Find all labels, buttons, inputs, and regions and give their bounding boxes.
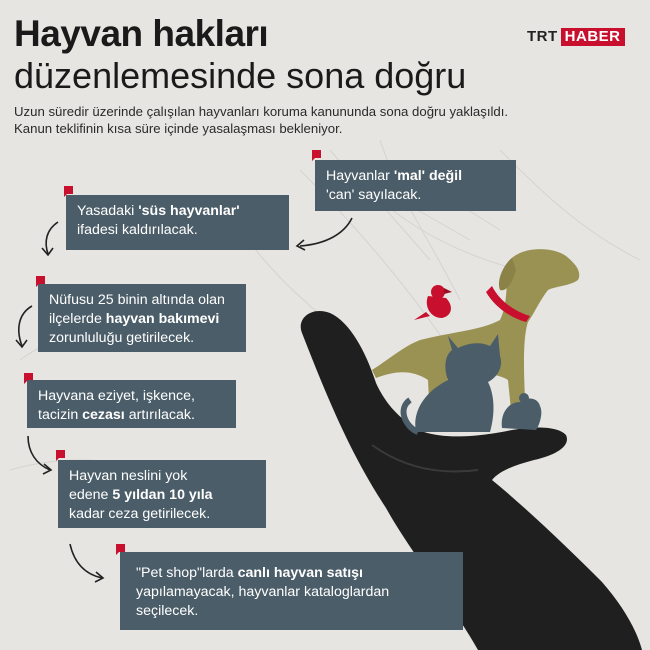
- card5-text-line3: kadar ceza getirilecek.: [69, 506, 211, 522]
- card6-text: "Pet shop"larda: [136, 565, 238, 581]
- card6-text-line3: seçilecek.: [136, 603, 199, 619]
- card3-text-2a: ilçelerde: [49, 311, 106, 327]
- curved-arrow-icon: [22, 432, 56, 476]
- card1-text: Hayvanlar: [326, 168, 394, 184]
- card2-text: Yasadaki: [77, 203, 139, 219]
- info-card-4: [27, 380, 236, 428]
- curved-arrow-icon: [64, 540, 108, 584]
- card4-text: Hayvana eziyet, işkence,: [38, 388, 195, 404]
- card1-bold: 'mal' değil: [393, 168, 463, 184]
- bird-icon: [414, 285, 452, 320]
- card5-text: Hayvan neslini yok: [69, 468, 188, 484]
- card1-text-line2: 'can' sayılacak.: [326, 187, 422, 203]
- card5-text-2a: edene: [69, 487, 113, 503]
- page-title: Hayvan hakları: [14, 13, 269, 54]
- info-card-6: [120, 552, 463, 630]
- card2-text-line2: ifadesi kaldırılacak.: [77, 222, 198, 238]
- card3-bold: hayvan bakımevi: [105, 311, 220, 327]
- card4-text-2a: tacizin: [38, 407, 83, 423]
- curved-arrow-icon: [286, 214, 358, 254]
- info-card-5: [58, 460, 266, 528]
- info-card-3: [38, 284, 246, 352]
- curved-arrow-icon: [8, 302, 38, 352]
- mouse-icon: [502, 393, 542, 430]
- curved-arrow-icon: [36, 218, 66, 260]
- card4-text-2c: artırılacak.: [124, 407, 195, 423]
- subtitle-line2: Kanun teklifinin kısa süre içinde yasalaşması bekleniyor.: [14, 121, 343, 136]
- subtitle-line1: Uzun süredir üzerinde çalışılan hayvanları koruma kanununda sona doğru yaklaşıldı.: [14, 104, 509, 119]
- card2-bold: 'süs hayvanlar': [138, 203, 240, 219]
- page-title-line2: düzenlemesinde sona doğru: [14, 55, 467, 96]
- info-card-2: [66, 195, 289, 250]
- logo-haber: HABER: [561, 28, 625, 46]
- card3-text-line3: zorunluluğu getirilecek.: [49, 330, 195, 346]
- logo-trt: TRT: [527, 28, 558, 45]
- card6-text-line2: yapılamayacak, hayvanlar kataloglardan: [136, 584, 390, 600]
- card3-text: Nüfusu 25 binin altında olan: [49, 292, 225, 308]
- card4-bold: cezası: [82, 407, 125, 423]
- card5-bold: 5 yıldan 10 yıla: [112, 487, 213, 503]
- card6-bold: canlı hayvan satışı: [237, 565, 363, 581]
- subtitle: [14, 103, 639, 137]
- trt-haber-logo: [527, 28, 625, 46]
- info-card-1: [315, 160, 516, 211]
